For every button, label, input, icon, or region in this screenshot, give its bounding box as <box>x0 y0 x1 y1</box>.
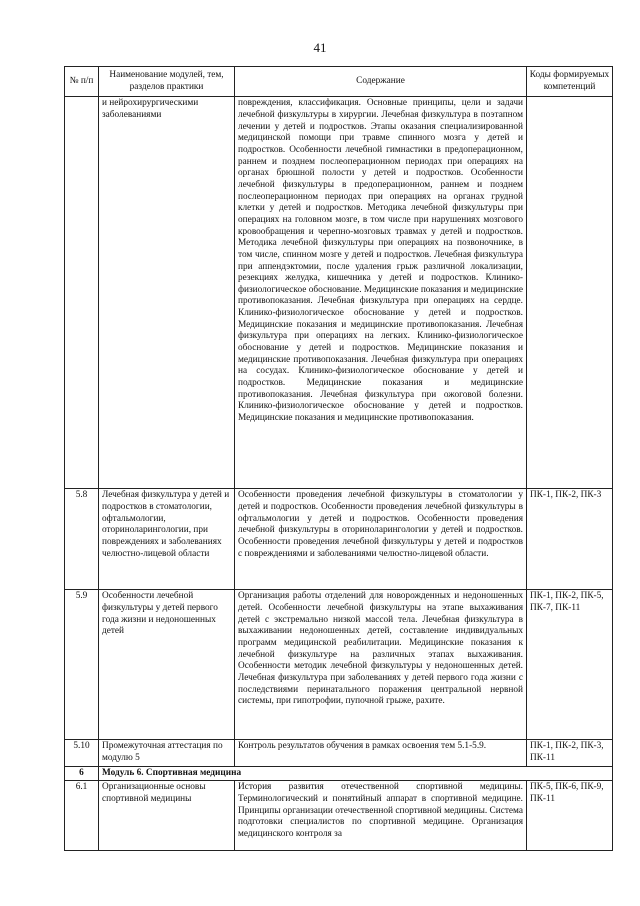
row-number: 5.9 <box>65 590 99 740</box>
curriculum-table <box>64 66 613 851</box>
module-heading-row <box>65 766 613 781</box>
row-topic-name: Организационные основы спортивной медицины <box>99 781 235 851</box>
page-number: 41 <box>313 40 327 55</box>
row-content: История развития отечественной спортивной медицины. Терминологический и понятийный аппарат в спортивной медицине. Принципы организации отечественной спортивной медицины. Система подготовки специалистов по спортивной медицине. Организация медицинского контроля за <box>235 781 527 851</box>
row-codes <box>527 97 613 489</box>
table-row <box>65 740 613 766</box>
row-number <box>65 97 99 489</box>
row-topic-name: и нейрохирургическими заболеваниями <box>99 97 235 489</box>
row-codes: ПК-1, ПК-2, ПК-3, ПК-11 <box>527 740 613 766</box>
header-module-name: Наименование модулей, тем, разделов практики <box>99 67 235 97</box>
row-codes: ПК-1, ПК-2, ПК-5, ПК-7, ПК-11 <box>527 590 613 740</box>
module-title: Модуль 6. Спортивная медицина <box>99 766 613 781</box>
row-codes: ПК-1, ПК-2, ПК-3 <box>527 489 613 590</box>
row-topic-name: Особенности лечебной физкультуры у детей первого года жизни и недоношенных детей <box>99 590 235 740</box>
table-header-row <box>65 67 613 97</box>
row-content: Организация работы отделений для новорожденных и недоношенных детей. Особенности лечебной физкультуры на этапе выхаживания детей с экстремально низкой массой тела. Лечебная физкультура в выхаживании недоношенных детей, составление индивидуальных программ медицинской реабилитации. Медицинские показания к лечебной физкультуре на различных этапах выхаживания. Особенности методик лечебной физкультуры у недоношенных детей. Лечебная физкультура при заболеваниях у детей первого года жизни с последствиями перинатального поражения центральной нервной системы, при гипотрофии, пупочной грыже, рахите. <box>235 590 527 740</box>
row-number: 5.8 <box>65 489 99 590</box>
row-content: повреждения, классификация. Основные принципы, цели и задачи лечебной физкультуры в хирургии. Лечебная физкультура в поэтапном лечении у детей и подростков. Этапы оказания специализированной медицинской помощи при травме спинного мозга у детей и подростков. Особенности лечебной гимнастики в предоперационном, раннем и позднем послеоперационном периодах при операциях на органах брюшной полости у детей и подростков. Особенности лечебной физкультуры в предоперационном, раннем и позднем послеоперационном периодах при операциях на органах грудной клетки у детей и подростков. Методика лечебной физкультуры при операциях на головном мозге, в том числе при нарушениях мозгового кровообращения и черепно-мозговых травмах у детей и подростков. Методика лечебной физкультуры при операциях на позвоночнике, в том числе, спинном мозге у детей и подростков. Лечебная физкультура при аппендэктомии, после удаления грыж различной локализации, резекциях желудка, кишечника у детей и подростков. Клинико-физиологическое обоснование. Медицинские показания и медицинские противопоказания. Лечебная физкультура при операциях на сердце. Клинико-физиологическое обоснование у детей и подростков. Медицинские показания и медицинские противопоказания. Лечебная физкультура при операциях на легких. Клинико-физиологическое обоснование у детей и подростков. Медицинские показания и медицинские противопоказания. Лечебная физкультура при операциях на сосудах. Клинико-физиологическое обоснование у детей и подростков. Медицинские показания и медицинские противопоказания. Лечебная физкультура при ожоговой болезни. Клинико-физиологическое обоснование у детей и подростков. Медицинские показания и медицинские противопоказания. <box>235 97 527 489</box>
row-codes: ПК-5, ПК-6, ПК-9, ПК-11 <box>527 781 613 851</box>
table-row <box>65 489 613 590</box>
row-content: Особенности проведения лечебной физкультуры в стоматологии у детей и подростков. Особенности проведения лечебной физкультуры в офтальмологии у детей и подростков. Особенности проведения лечебной физкультуры в оториноларингологии у детей и подростков. Особенности проведения лечебной физкультуры у детей и подростков с повреждениями и заболеваниями челюстно-лицевой области. <box>235 489 527 590</box>
row-topic-name: Лечебная физкультура у детей и подростков в стоматологии, офтальмологии, оториноларингологии, при повреждениях и заболеваниях челюстно-лицевой области <box>99 489 235 590</box>
table-row <box>65 97 613 489</box>
header-number: № п/п <box>65 67 99 97</box>
table-row <box>65 781 613 851</box>
table-row <box>65 590 613 740</box>
header-content: Содержание <box>235 67 527 97</box>
header-competency-codes: Коды формируемых компетенций <box>527 67 613 97</box>
row-number: 5.10 <box>65 740 99 766</box>
row-number: 6.1 <box>65 781 99 851</box>
row-content: Контроль результатов обучения в рамках освоения тем 5.1-5.9. <box>235 740 527 766</box>
row-topic-name: Промежуточная аттестация по модулю 5 <box>99 740 235 766</box>
module-number: 6 <box>65 766 99 781</box>
